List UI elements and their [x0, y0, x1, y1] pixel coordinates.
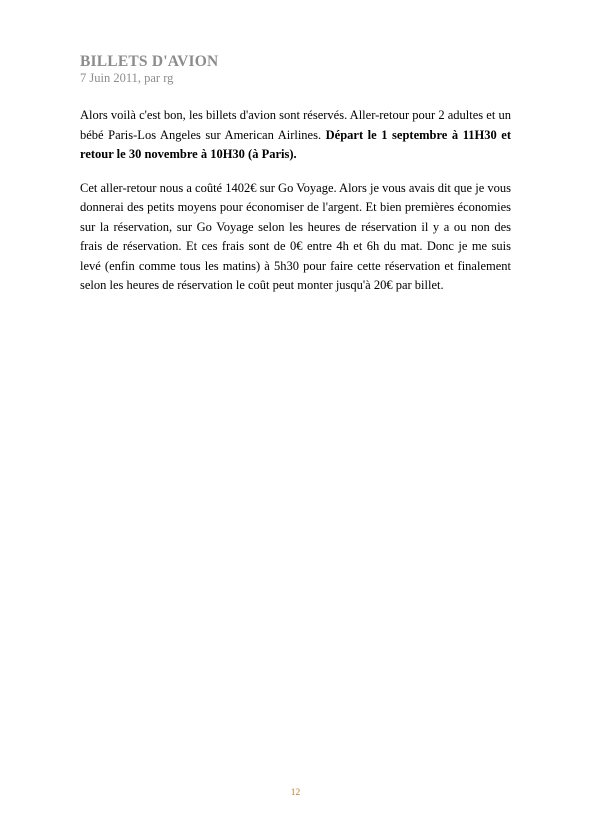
- page-number: 12: [290, 788, 301, 798]
- post-body: [80, 106, 511, 310]
- post-date-author: 7 Juin 2011, par rg: [80, 71, 174, 85]
- post-title: BILLETS D'AVION: [80, 53, 219, 70]
- paragraph-text: Alors voilà c'est bon, les billets d'avion sont réservés. Aller-retour pour 2 adultes et un bébé Paris-Los Angeles sur American Airlines.: [80, 108, 511, 142]
- paragraph-flight-booking: [80, 106, 511, 165]
- paragraph-cost-savings: Cet aller-retour nous a coûté 1402€ sur Go Voyage. Alors je vous avais dit que je vous donnerai des petits moyens pour économiser de l'argent. Et bien premières économies sur la réservation, sur Go Voyage selon les heures de réservation il y a ou non des frais de réservation. Et ces frais sont de 0€ entre 4h et 6h du mat. Donc je me suis levé (enfin comme tous les matins) à 5h30 pour faire cette réservation et finalement selon les heures de réservation le coût peut monter jusqu'à 20€ par billet.: [80, 180, 511, 292]
- departure-return-dates: Départ le 1 septembre à 11H30 et retour le 30 novembre à 10H30 (à Paris).: [80, 127, 511, 161]
